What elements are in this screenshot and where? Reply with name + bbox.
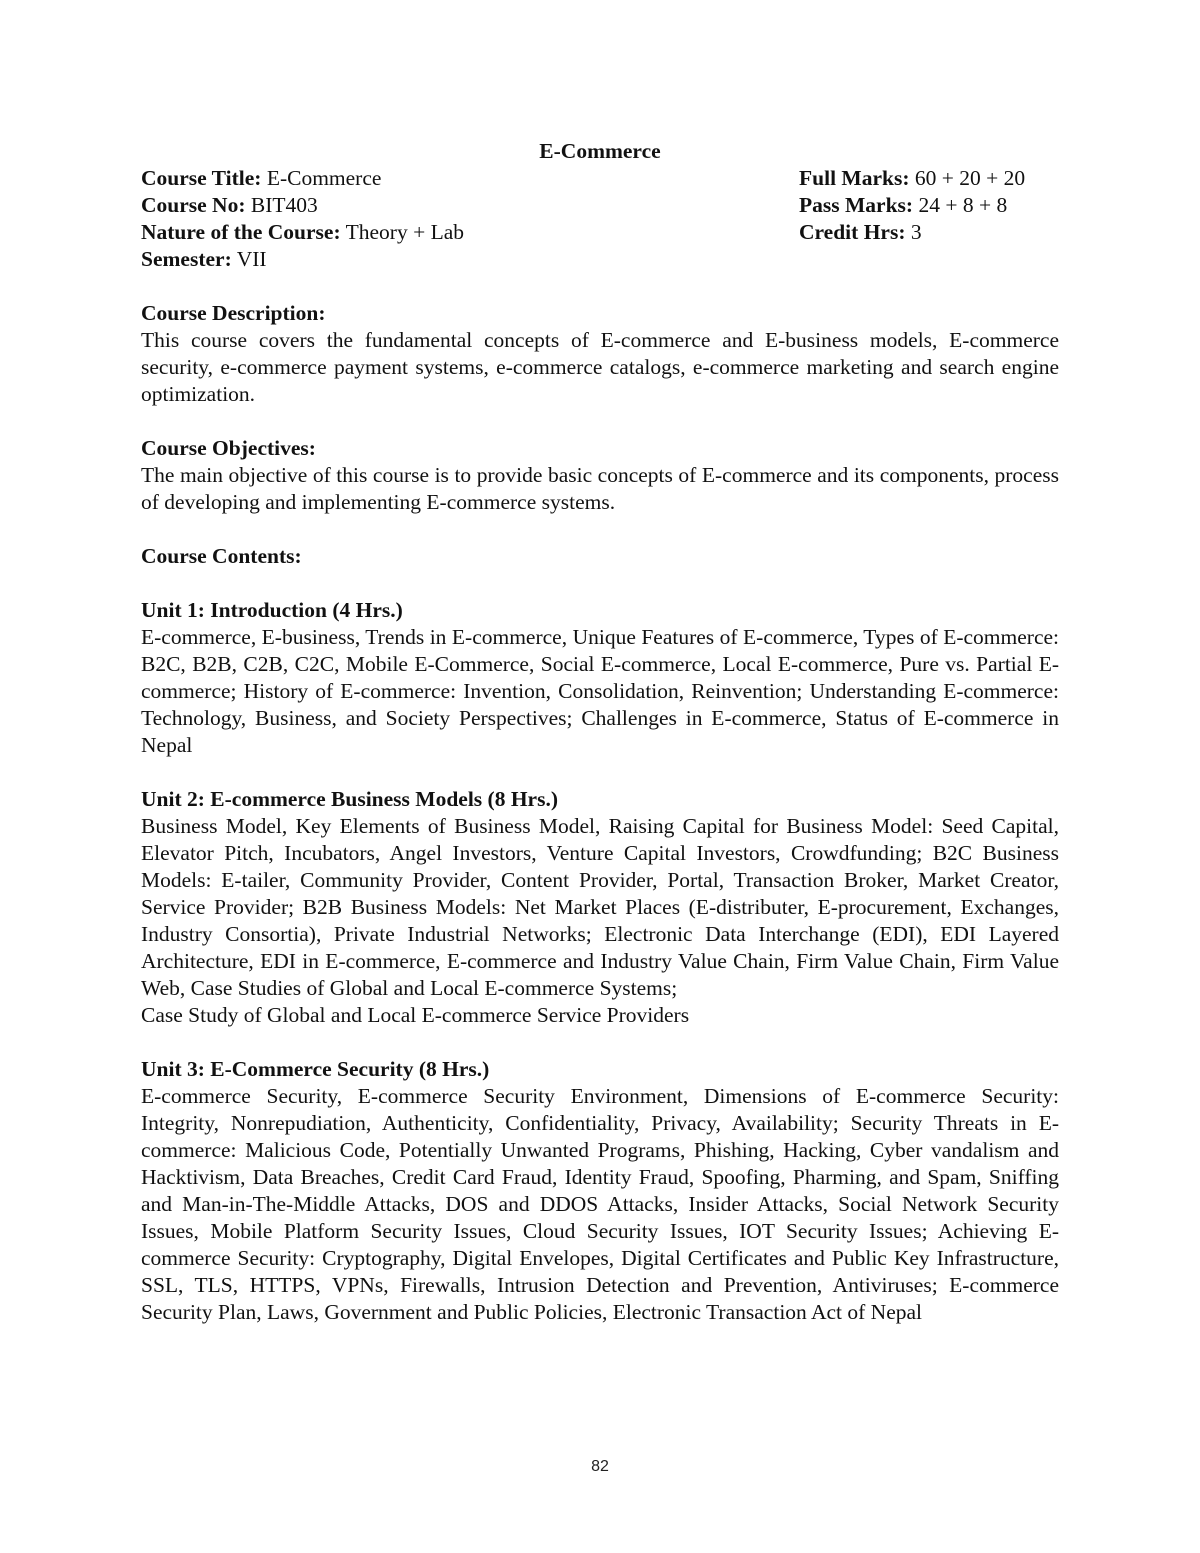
unit-3-heading: Unit 3: E-Commerce Security (8 Hrs.) — [141, 1057, 490, 1081]
course-nature-value: Theory + Lab — [340, 220, 465, 244]
course-no-value: BIT403 — [245, 193, 318, 217]
unit-3 — [141, 1056, 1059, 1326]
unit-2 — [141, 786, 1059, 1029]
course-title-value: E-Commerce — [261, 166, 382, 190]
unit-1 — [141, 597, 1059, 759]
unit-1-heading: Unit 1: Introduction (4 Hrs.) — [141, 598, 403, 622]
course-meta-left — [141, 165, 701, 273]
unit-2-text: Business Model, Key Elements of Business Model, Raising Capital for Business Model: Seed Capital, Elevator Pitch, Incubators, Angel Investors, Venture Capital Investors, Crowdfunding; B2C Business Models: E-tailer, Community Provider, Content Provider, Portal, Transaction Broker, Market Creator, Service Provider; B2B Business Models: Net Market Places (E-distributer, E-procurement, Exchanges, Industry Consortia), Private Industrial Networks; Electronic Data Interchange (EDI), EDI Layered Architecture, EDI in E-commerce, E-commerce and Industry Value Chain, Firm Value Chain, Firm Value Web, Case Studies of Global and Local E-commerce Systems; — [141, 814, 1059, 1000]
unit-2-heading: Unit 2: E-commerce Business Models (8 Hrs.) — [141, 787, 559, 811]
pass-marks-line — [799, 192, 1059, 219]
pass-marks-label: Pass Marks: — [799, 193, 914, 217]
full-marks-label: Full Marks: — [799, 166, 910, 190]
unit-2-case-study-text: Case Study of Global and Local E-commerce Service Providers — [141, 1003, 690, 1027]
course-title-line — [141, 165, 701, 192]
course-meta-right — [799, 165, 1059, 273]
credit-hrs-value: 3 — [905, 220, 922, 244]
course-description-section — [141, 300, 1059, 408]
credit-hrs-line — [799, 219, 1059, 246]
course-nature-line — [141, 219, 701, 246]
semester-label: Semester: — [141, 247, 232, 271]
course-objectives-section — [141, 435, 1059, 516]
course-meta — [141, 165, 1059, 273]
document-title: E-Commerce — [539, 139, 661, 163]
course-title-label: Course Title: — [141, 166, 262, 190]
unit-3-text: E-commerce Security, E-commerce Security Environment, Dimensions of E-commerce Security: Integrity, Nonrepudiation, Authenticity, Confidentiality, Privacy, Availability; Security Threats in E-commerce: Malicious Code, Potentially Unwanted Programs, Phishing, Hacking, Cyber vandalism and Hacktivism, Data Breaches, Credit Card Fraud, Identity Fraud, Spoofing, Pharming, and Spam, Sniffing and Man-in-The-Middle Attacks, DOS and DDOS Attacks, Insider Attacks, Social Network Security Issues, Mobile Platform Security Issues, Cloud Security Issues, IOT Security Issues; Achieving E-commerce Security: Cryptography, Digital Envelopes, Digital Certificates and Public Key Infrastructure, SSL, TLS, HTTPS, VPNs, Firewalls, Intrusion Detection and Prevention, Antiviruses; E-commerce Security Plan, Laws, Government and Public Policies, Electronic Transaction Act of Nepal — [141, 1084, 1059, 1324]
course-objectives-text: The main objective of this course is to provide basic concepts of E-commerce and its components, process of developing and implementing E-commerce systems. — [141, 463, 1059, 514]
page-number: 82 — [591, 1458, 609, 1475]
credit-hrs-label: Credit Hrs: — [799, 220, 906, 244]
semester-line — [141, 246, 701, 273]
pass-marks-value: 24 + 8 + 8 — [913, 193, 1008, 217]
semester-value: VII — [231, 247, 267, 271]
unit-1-text: E-commerce, E-business, Trends in E-commerce, Unique Features of E-commerce, Types of E-commerce: B2C, B2B, C2B, C2C, Mobile E-Commerce, Social E-commerce, Local E-commerce, Pure vs. Partial E-commerce; History of E-commerce: Invention, Consolidation, Reinvention; Understanding E-commerce: Technology, Business, and Society Perspectives; Challenges in E-commerce, Status of E-commerce in Nepal — [141, 625, 1059, 757]
course-no-line — [141, 192, 701, 219]
course-contents-heading: Course Contents: — [141, 544, 302, 568]
full-marks-line — [799, 165, 1059, 192]
course-no-label: Course No: — [141, 193, 246, 217]
course-objectives-heading: Course Objectives: — [141, 436, 316, 460]
course-nature-label: Nature of the Course: — [141, 220, 341, 244]
document-page — [141, 138, 1059, 1326]
full-marks-value: 60 + 20 + 20 — [909, 166, 1026, 190]
course-description-text: This course covers the fundamental concepts of E-commerce and E-business models, E-commerce security, e-commerce payment systems, e-commerce catalogs, e-commerce marketing and search engine optimization. — [141, 328, 1059, 406]
course-description-heading: Course Description: — [141, 301, 326, 325]
